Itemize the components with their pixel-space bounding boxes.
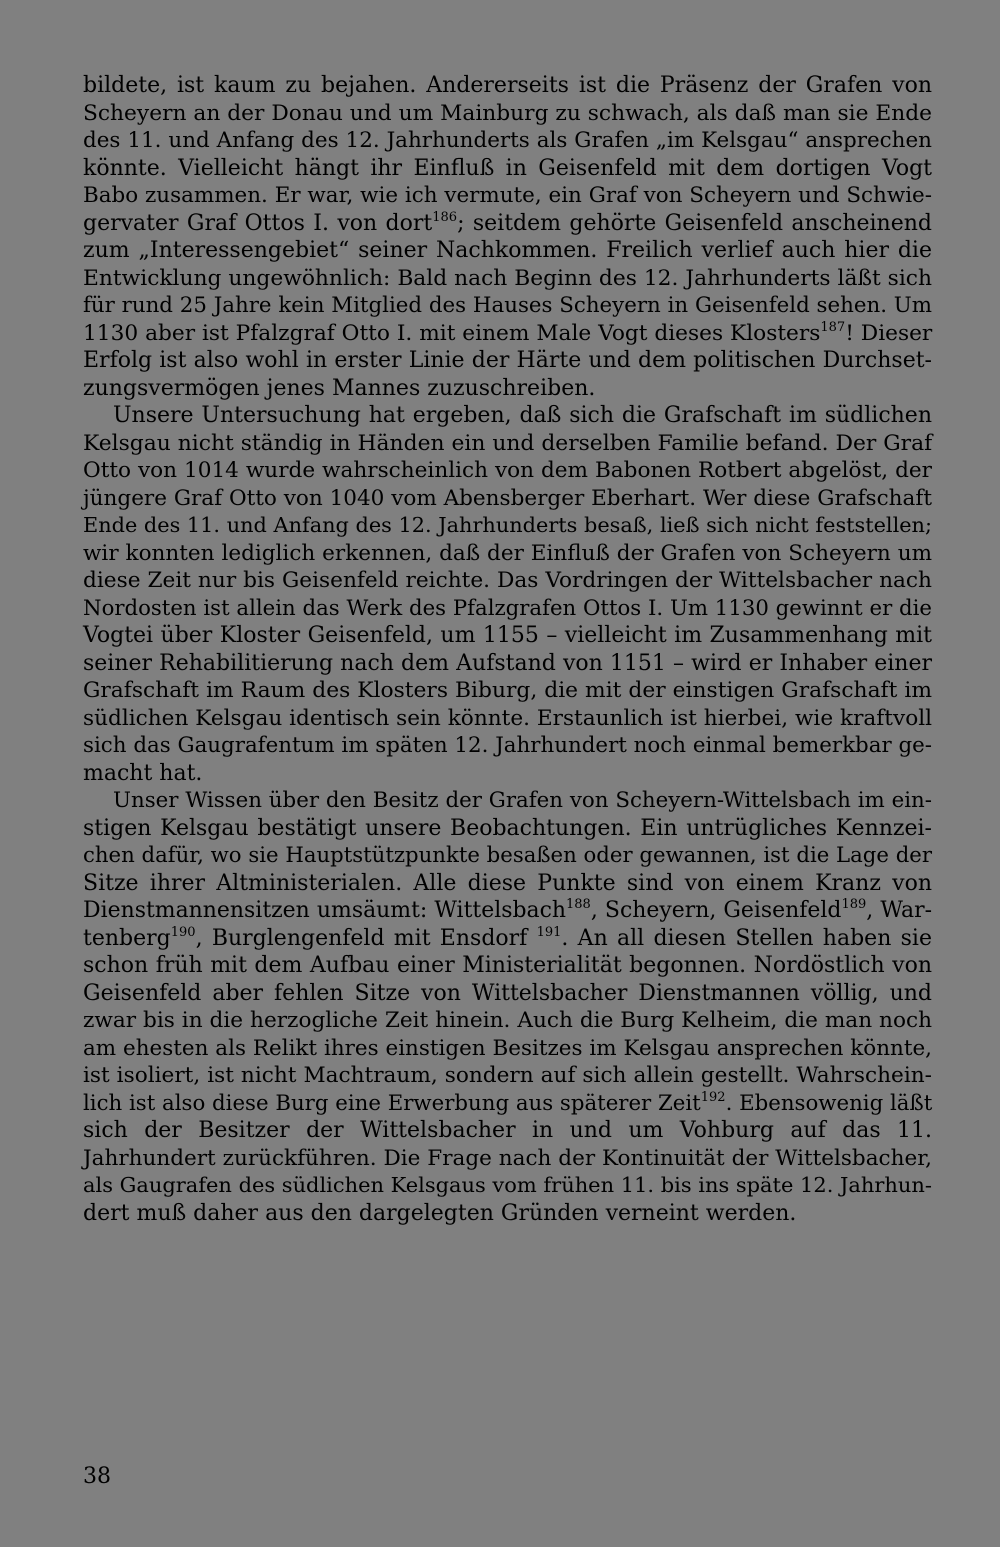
- text-run: tenberg: [83, 925, 171, 951]
- footnote-ref: 191: [536, 924, 562, 940]
- text-line: [83, 292, 932, 320]
- text-run: Unsere Untersuchung hat ergeben, daß sich die Grafschaft im südlichen: [113, 403, 932, 428]
- text-run: Erfolg ist also wohl in erster Linie der Härte und dem politischen Durchset-: [83, 348, 932, 373]
- text-run: Otto von 1014 wurde wahrscheinlich von dem Babonen Rotbert abgelöst, der: [83, 458, 932, 483]
- text-run: dert muß daher aus den dargelegten Gründen verneint werden.: [83, 1200, 797, 1226]
- text-line: [83, 595, 932, 623]
- text-run: für rund 25 Jahre kein Mitglied des Hauses Scheyern in Geisenfeld sehen. Um: [83, 293, 932, 318]
- text-line: [83, 1200, 932, 1228]
- text-line: [83, 402, 932, 430]
- text-line: [83, 677, 932, 705]
- text-line: [83, 265, 932, 293]
- text-run: lich ist also diese Burg eine Erwerbung aus späterer Zeit: [83, 1090, 701, 1116]
- text-line: [83, 457, 932, 485]
- text-run: . An all diesen Stellen haben sie: [561, 925, 932, 951]
- text-run: des 11. und Anfang des 12. Jahrhunderts als Grafen „im Kelsgau“ ansprechen: [83, 128, 932, 153]
- text-line: [83, 512, 932, 540]
- text-line: [83, 705, 932, 733]
- text-line: [83, 182, 932, 210]
- text-run: . Ebensowenig läßt: [725, 1090, 933, 1116]
- text-run: als Gaugrafen des südlichen Kelsgaus vom frühen 11. bis ins späte 12. Jahrhun-: [83, 1173, 932, 1197]
- footnote-ref: 186: [432, 209, 458, 225]
- text-run: Ende des 11. und Anfang des 12. Jahrhunderts besaß, ließ sich nicht feststellen;: [83, 513, 932, 537]
- text-line: [83, 1172, 932, 1200]
- text-run: jüngere Graf Otto von 1040 vom Abensberger Eberhart. Wer diese Grafschaft: [83, 485, 932, 511]
- text-run: bildete, ist kaum zu bejahen. Andererseits ist die Präsenz der Grafen von: [83, 73, 932, 98]
- text-run: Geisenfeld aber fehlen Sitze von Wittelsbacher Dienstmannen völlig, und: [83, 980, 932, 1006]
- text-line: [83, 870, 932, 898]
- text-line: [83, 320, 932, 348]
- text-line: [83, 567, 932, 595]
- text-line: [83, 1035, 932, 1063]
- text-line: [83, 1062, 932, 1090]
- text-run: ; seitdem gehörte Geisenfeld anscheinend: [457, 210, 932, 236]
- text-run: Jahrhundert zurückführen. Die Frage nach der Kontinuität der Wittelsbacher,: [83, 1145, 932, 1171]
- paragraph: [83, 72, 932, 402]
- text-run: ist isoliert, ist nicht Machtraum, sondern auf sich allein gestellt. Wahrschein-: [83, 1063, 932, 1088]
- text-line: [83, 155, 932, 183]
- text-run: seiner Rehabilitierung nach dem Aufstand von 1151 – wird er Inhaber einer: [83, 650, 932, 676]
- text-run: chen dafür, wo sie Hauptstützpunkte besaßen oder gewannen, ist die Lage der: [83, 843, 932, 868]
- text-run: diese Zeit nur bis Geisenfeld reichte. Das Vordringen der Wittelsbacher nach: [83, 568, 932, 593]
- text-run: schon früh mit dem Aufbau einer Ministerialität begonnen. Nordöstlich von: [83, 953, 932, 978]
- text-run: Vogtei über Kloster Geisenfeld, um 1155 – vielleicht im Zusammenhang mit: [83, 623, 932, 648]
- text-run: Dienstmannensitzen umsäumt: Wittelsbach: [83, 898, 567, 923]
- text-run: zum „Interessengebiet“ seiner Nachkommen. Freilich verlief auch hier die: [83, 238, 932, 263]
- text-line: [83, 842, 932, 870]
- text-line: [83, 347, 932, 375]
- text-run: Entwicklung ungewöhnlich: Bald nach Beginn des 12. Jahrhunderts läßt sich: [83, 265, 932, 291]
- text-run: zungsvermögen jenes Mannes zuzuschreiben.: [83, 375, 596, 401]
- footnote-ref: 187: [820, 319, 846, 335]
- text-run: stigen Kelsgau bestätigt unsere Beobachtungen. Ein untrügliches Kennzei-: [83, 815, 932, 841]
- text-line: [83, 485, 932, 513]
- text-run: ! Dieser: [845, 320, 933, 346]
- text-line: [83, 1117, 932, 1145]
- text-run: Unser Wissen über den Besitz der Grafen von Scheyern-Wittelsbach im ein-: [113, 788, 932, 813]
- text-run: Babo zusammen. Er war, wie ich vermute, ein Graf von Scheyern und Schwie-: [83, 183, 932, 208]
- text-run: zwar bis in die herzogliche Zeit hinein. Auch die Burg Kelheim, die man noch: [83, 1008, 932, 1033]
- text-line: [83, 127, 932, 155]
- text-line: [83, 815, 932, 843]
- footnote-ref: 188: [566, 897, 591, 912]
- text-line: [83, 897, 932, 925]
- text-line: [83, 375, 932, 403]
- text-line: [83, 787, 932, 815]
- paragraph: [83, 787, 932, 1227]
- text-line: [83, 650, 932, 678]
- text-line: [83, 925, 932, 953]
- text-line: [83, 430, 932, 458]
- body-text: [83, 72, 932, 1227]
- text-run: , Scheyern, Geisenfeld: [590, 898, 842, 923]
- text-run: Nordosten ist allein das Werk des Pfalzgrafen Ottos I. Um 1130 gewinnt er die: [83, 595, 932, 621]
- text-line: [83, 1145, 932, 1173]
- text-line: [83, 100, 932, 128]
- text-run: , Burglengenfeld mit Ensdorf: [195, 925, 537, 951]
- text-line: [83, 732, 932, 760]
- text-run: gervater Graf Ottos I. von dort: [83, 210, 433, 236]
- text-run: , War-: [866, 898, 932, 923]
- text-run: 1130 aber ist Pfalzgraf Otto I. mit einem Male Vogt dieses Klosters: [83, 320, 821, 346]
- text-line: [83, 72, 932, 100]
- paragraph: [83, 402, 932, 787]
- text-run: sich das Gaugrafentum im späten 12. Jahrhundert noch einmal bemerkbar ge-: [83, 733, 932, 758]
- text-run: am ehesten als Relikt ihres einstigen Besitzes im Kelsgau ansprechen könnte,: [83, 1035, 932, 1061]
- text-line: [83, 237, 932, 265]
- text-run: südlichen Kelsgau identisch sein könnte. Erstaunlich ist hierbei, wie kraftvoll: [83, 705, 933, 731]
- text-run: Scheyern an der Donau und um Mainburg zu schwach, als daß man sie Ende: [83, 100, 932, 126]
- text-line: [83, 760, 932, 788]
- text-line: [83, 980, 932, 1008]
- text-run: könnte. Vielleicht hängt ihr Einfluß in Geisenfeld mit dem dortigen Vogt: [83, 155, 932, 181]
- text-run: macht hat.: [83, 760, 203, 786]
- text-line: [83, 1090, 932, 1118]
- text-line: [83, 210, 932, 238]
- footnote-ref: 189: [841, 897, 867, 912]
- footnote-ref: 192: [700, 1089, 726, 1105]
- text-run: wir konnten lediglich erkennen, daß der Einfluß der Grafen von Scheyern um: [83, 540, 932, 566]
- text-line: [83, 1007, 932, 1035]
- text-line: [83, 952, 932, 980]
- text-run: sich der Besitzer der Wittelsbacher in und um Vohburg auf das 11.: [83, 1118, 932, 1143]
- text-line: [83, 622, 932, 650]
- text-run: Sitze ihrer Altministerialen. Alle diese Punkte sind von einem Kranz von: [83, 870, 932, 896]
- text-run: Kelsgau nicht ständig in Händen ein und derselben Familie befand. Der Graf: [83, 430, 933, 456]
- text-run: Grafschaft im Raum des Klosters Biburg, die mit der einstigen Grafschaft im: [83, 678, 932, 703]
- text-line: [83, 540, 932, 568]
- page-number: 38: [83, 1464, 111, 1489]
- footnote-ref: 190: [170, 924, 196, 940]
